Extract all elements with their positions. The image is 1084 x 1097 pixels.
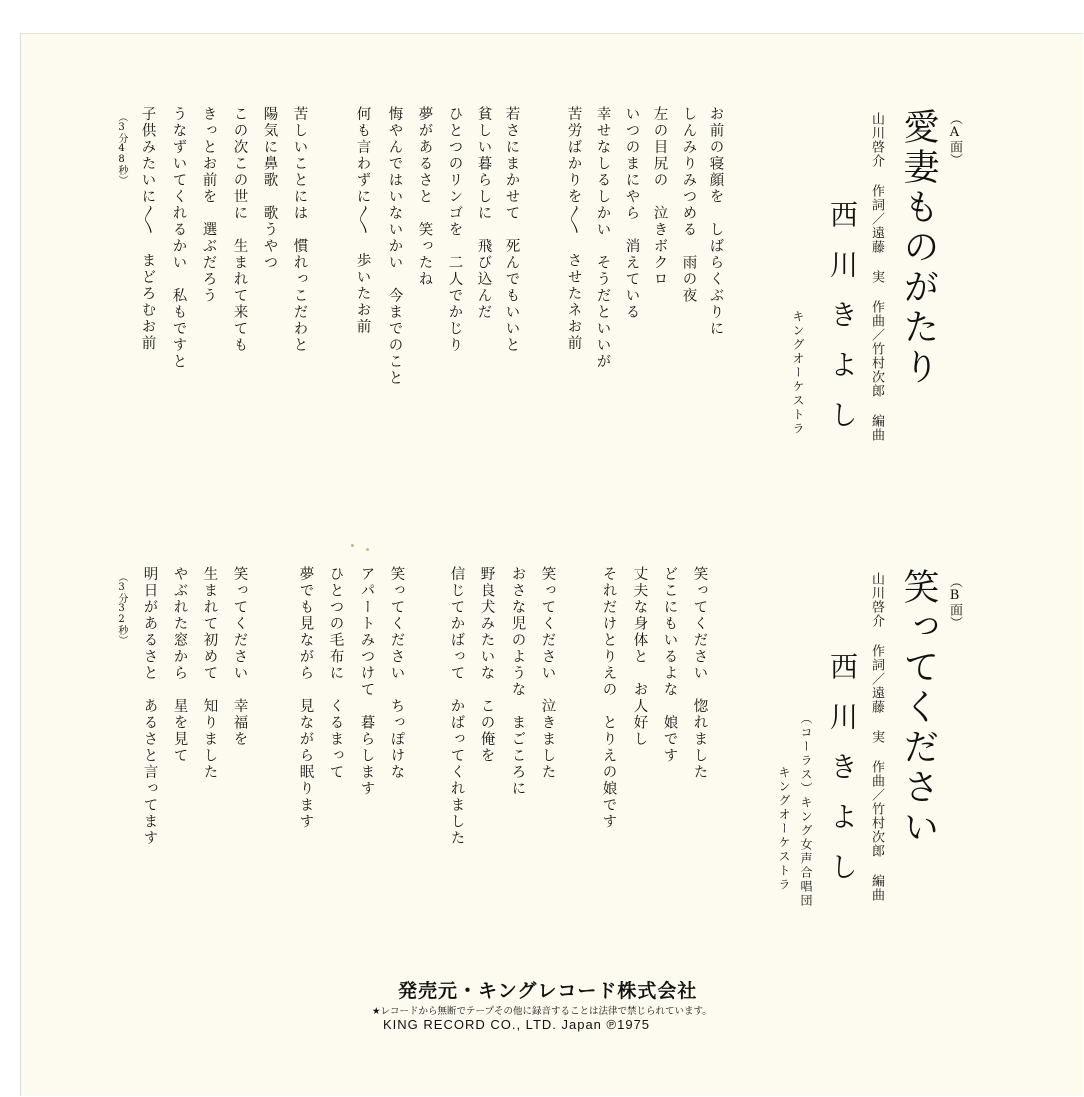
lyric-line: 笑ってください 惚れました (691, 566, 708, 781)
side-b-title: 笑ってください (898, 568, 939, 848)
lyric-line: ひとつのリンゴを 二人でかじり (446, 106, 463, 354)
lyric-line: 夢でも見ながら 見ながら眠ります (297, 566, 314, 830)
lyric-line: 明日があるさと あるさと言ってます (141, 566, 158, 847)
lyric-line: 若さにまかせて 死んでもいいと (503, 106, 520, 354)
lyric-line: 生まれて初めて 知りました (201, 566, 218, 781)
lyric-line: アパートみつけて 暮らします (358, 566, 375, 797)
lyric-line: 悔やんではいないかい 今までのこと (386, 106, 403, 387)
lyric-line: 苦労ばかりを〳〵 させたネお前 (565, 106, 582, 352)
lyric-line: 野良犬みたいな この俺を (478, 566, 495, 764)
side-a-artist: 西川きよし (826, 200, 859, 450)
side-a-orchestra: キングオーケストラ (791, 310, 805, 436)
top-margin (0, 0, 1084, 33)
lyric-line: 笑ってください ちっぽけな (388, 566, 405, 781)
lyric-line: いつのまにやら 消えている (623, 106, 640, 321)
lyric-line: 笑ってください 泣きました (539, 566, 556, 781)
english-publisher: KING RECORD CO., LTD. Japan ℗1975 (383, 1017, 651, 1032)
side-b-duration: （3分32秒） (116, 572, 127, 645)
paper-speck (351, 544, 354, 547)
lyric-line: それだけとりえの とりえの娘です (600, 566, 617, 830)
lyric-line: 何も言わずに〳〵 歩いたお前 (354, 106, 371, 335)
lyric-line: 陽気に鼻歌 歌うやつ (261, 106, 278, 271)
lyric-line: 苦しいことには 慣れっこだわと (291, 106, 308, 354)
lyric-line: しんみりみつめる 雨の夜 (680, 106, 697, 304)
lyric-line: おさな児のような まごころに (509, 566, 526, 797)
lyric-line: 笑ってください 幸福を (231, 566, 248, 748)
paper-speck (366, 548, 369, 551)
lyric-line: きっとお前を 選ぶだろう (200, 106, 217, 304)
lyric-line: 貧しい暮らしに 飛び込んだ (475, 106, 492, 321)
side-a-title: 愛妻ものがたり (898, 108, 939, 388)
lyric-line: うなずいてくれるかい 私もですと (170, 106, 187, 370)
side-a-duration: （3分48秒） (116, 112, 127, 185)
lyric-line: 幸せなしるしかい そうだといいが (594, 106, 611, 370)
lyric-line: やぶれた窓から 星を見て (171, 566, 188, 764)
side-b-orchestra: キングオーケストラ (777, 766, 791, 892)
lyric-line: 夢があるさと 笑ったね (416, 106, 433, 288)
side-b-chorus: （コーラス）キング女声合唱団 (799, 712, 813, 908)
lyric-line: どこにもいるよな 娘です (661, 566, 678, 764)
lyric-line: ひとつの毛布に くるまって (327, 566, 344, 781)
lyric-line: お前の寝顔を しばらくぶりに (707, 106, 724, 337)
lyric-line: 丈夫な身体と お人好し (631, 566, 648, 748)
lyric-line: 左の目尻の 泣きボクロ (651, 106, 668, 288)
side-a-label: （A面） (947, 112, 962, 166)
lyric-line: 信じてかばって かばってくれました (448, 566, 465, 847)
side-b-artist: 西川きよし (826, 652, 859, 902)
lyric-line: 子供みたいに〳〵 まどろむお前 (139, 106, 156, 352)
lyric-line: この次この世に 生まれて来ても (231, 106, 248, 354)
side-b-label: （B面） (947, 575, 962, 629)
copyright-notice: ★レコードから無断でテープその他に録音することは法律で禁じられています。 (372, 1006, 712, 1017)
side-b-credits: 山川啓介 作詞／遠藤 実 作曲／竹村次郎 編曲 (869, 572, 884, 902)
publisher: 発売元・キングレコード株式会社 (398, 980, 698, 1002)
side-a-credits: 山川啓介 作詞／遠藤 実 作曲／竹村次郎 編曲 (869, 112, 884, 442)
